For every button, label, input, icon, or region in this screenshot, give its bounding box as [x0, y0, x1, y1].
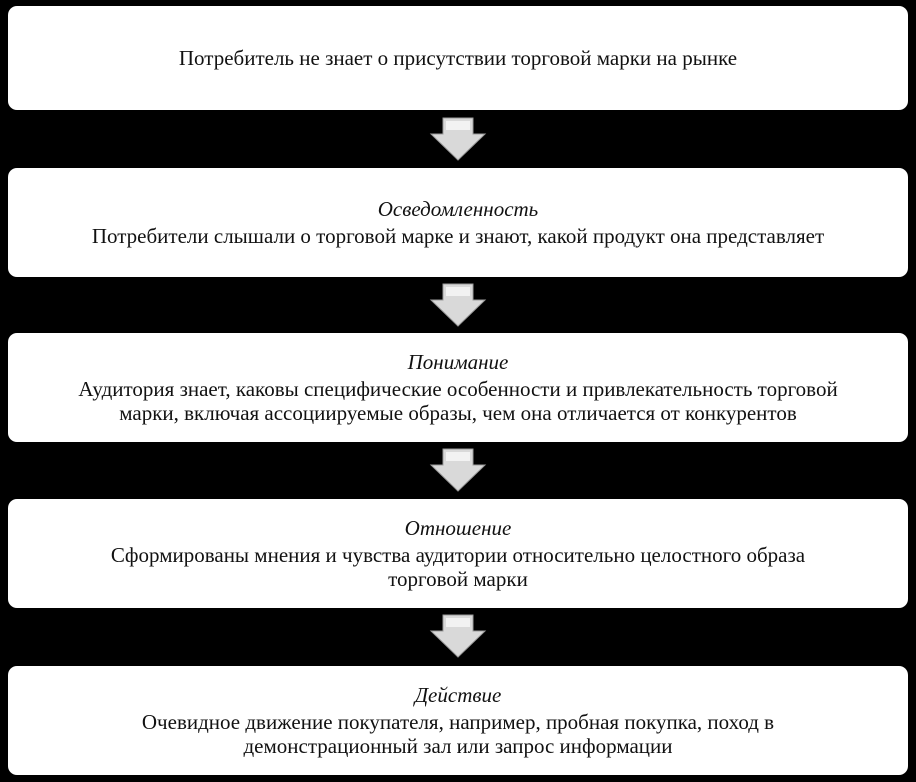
stage-title: Осведомленность — [377, 197, 539, 221]
stage-title: Понимание — [407, 350, 509, 374]
stage-description: Потребители слышали о торговой марке и знают, какой продукт она представляет — [91, 224, 825, 248]
down-arrow-icon — [429, 447, 487, 493]
down-arrow-icon — [429, 116, 487, 162]
stage-description: Аудитория знает, каковы специфические особенности и привлекательность торговой марки, включая ассоциируемые образы, чем она отличается от конкурентов — [78, 377, 838, 425]
down-arrow-icon — [429, 613, 487, 659]
stage-box-unaware — [8, 6, 908, 110]
stage-box-awareness — [8, 168, 908, 277]
stage-box-attitude — [8, 499, 908, 608]
stage-description: Потребитель не знает о присутствии торговой марки на рынке — [178, 46, 738, 70]
stage-description: Сформированы мнения и чувства аудитории относительно целостного образа торговой марки — [110, 543, 806, 591]
stage-box-action — [8, 666, 908, 775]
stage-box-understanding — [8, 333, 908, 442]
stage-title: Действие — [414, 683, 502, 707]
stage-title: Отношение — [404, 516, 512, 540]
down-arrow-icon — [429, 282, 487, 328]
stage-description: Очевидное движение покупателя, например, пробная покупка, поход в демонстрационный зал или запрос информации — [141, 710, 775, 758]
